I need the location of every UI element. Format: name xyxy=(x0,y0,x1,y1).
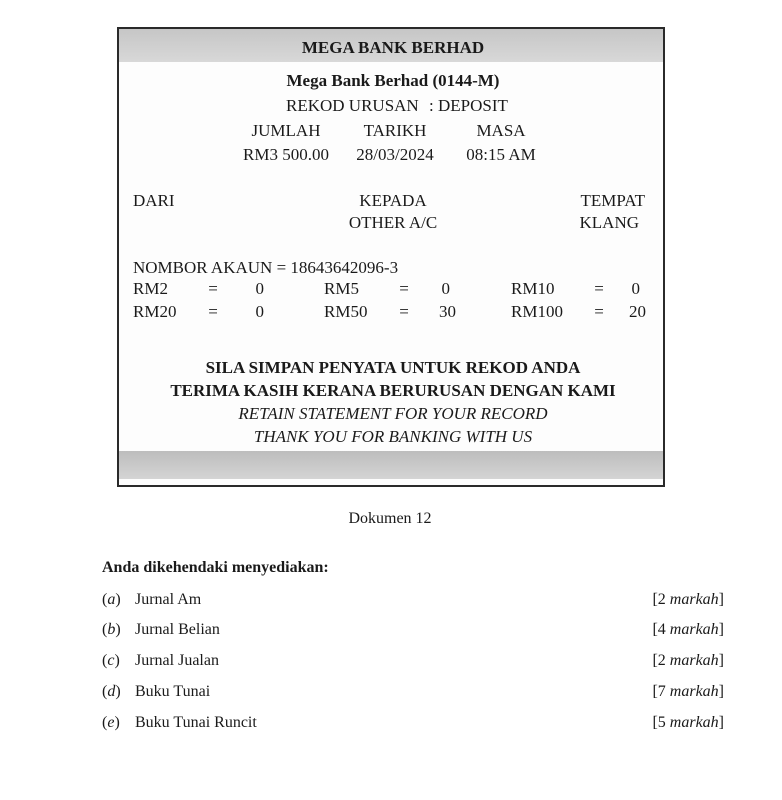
denom-equals: = xyxy=(594,279,604,298)
tempat-label: TEMPAT xyxy=(580,191,645,210)
receipt-footer-band xyxy=(119,451,663,479)
denom-label: RM2 xyxy=(133,279,168,298)
bank-header: MEGA BANK BERHAD xyxy=(301,38,485,57)
transaction-value: : DEPOSIT xyxy=(429,96,508,115)
task-text: Jurnal Belian xyxy=(135,621,220,638)
denom-label: RM100 xyxy=(511,302,563,321)
task-letter: (b) xyxy=(102,621,121,638)
denom-count: 30 xyxy=(439,302,456,321)
date-value: 28/03/2024 xyxy=(356,145,434,164)
task-letter: (d) xyxy=(102,683,121,700)
col-tarikh: TARIKH xyxy=(363,121,427,140)
denom-count: 0 xyxy=(441,279,450,298)
footer-line-2: TERIMA KASIH KERANA BERURUSAN DENGAN KAMI xyxy=(170,381,616,400)
denom-count: 0 xyxy=(255,302,264,321)
task-text: Jurnal Am xyxy=(135,591,202,608)
task-marks: [2 markah] xyxy=(652,652,724,669)
task-marks: [7 markah] xyxy=(652,683,724,700)
amount-value: RM3 500.00 xyxy=(243,145,329,164)
task-text: Buku Tunai xyxy=(135,683,211,700)
task-marks: [2 markah] xyxy=(652,591,724,608)
footer-line-3: RETAIN STATEMENT FOR YOUR RECORD xyxy=(238,404,548,423)
denom-count: 0 xyxy=(631,279,640,298)
denom-label: RM50 xyxy=(324,302,368,321)
tempat-value: KLANG xyxy=(579,213,639,232)
task-marks: [4 markah] xyxy=(652,621,724,638)
deposit-receipt xyxy=(117,27,665,487)
time-value: 08:15 AM xyxy=(466,145,536,164)
dari-label: DARI xyxy=(133,191,175,210)
denom-label: RM5 xyxy=(324,279,359,298)
denom-equals: = xyxy=(594,302,604,321)
bank-name: Mega Bank Berhad (0144-M) xyxy=(286,71,500,90)
footer-line-1: SILA SIMPAN PENYATA UNTUK REKOD ANDA xyxy=(205,358,581,377)
transaction-label: REKOD URUSAN xyxy=(286,96,419,115)
account-number: NOMBOR AKAUN = 18643642096-3 xyxy=(133,258,399,277)
col-masa: MASA xyxy=(476,121,526,140)
denom-equals: = xyxy=(208,279,218,298)
denom-count: 0 xyxy=(255,279,264,298)
task-letter: (a) xyxy=(102,591,121,608)
denom-equals: = xyxy=(399,279,409,298)
task-letter: (e) xyxy=(102,714,120,731)
kepada-value: OTHER A/C xyxy=(348,213,438,232)
col-jumlah: JUMLAH xyxy=(251,121,321,140)
instruction-heading: Anda dikehendaki menyediakan: xyxy=(102,559,329,576)
denom-count: 20 xyxy=(629,302,646,321)
footer-line-4: THANK YOU FOR BANKING WITH US xyxy=(253,427,533,446)
denom-label: RM10 xyxy=(511,279,555,298)
task-text: Jurnal Jualan xyxy=(135,652,219,669)
task-marks: [5 markah] xyxy=(652,714,724,731)
task-text: Buku Tunai Runcit xyxy=(135,714,257,731)
task-letter: (c) xyxy=(102,652,120,669)
denom-equals: = xyxy=(208,302,218,321)
denom-equals: = xyxy=(399,302,409,321)
denom-label: RM20 xyxy=(133,302,177,321)
document-caption: Dokumen 12 xyxy=(348,510,432,527)
kepada-label: KEPADA xyxy=(359,191,427,210)
